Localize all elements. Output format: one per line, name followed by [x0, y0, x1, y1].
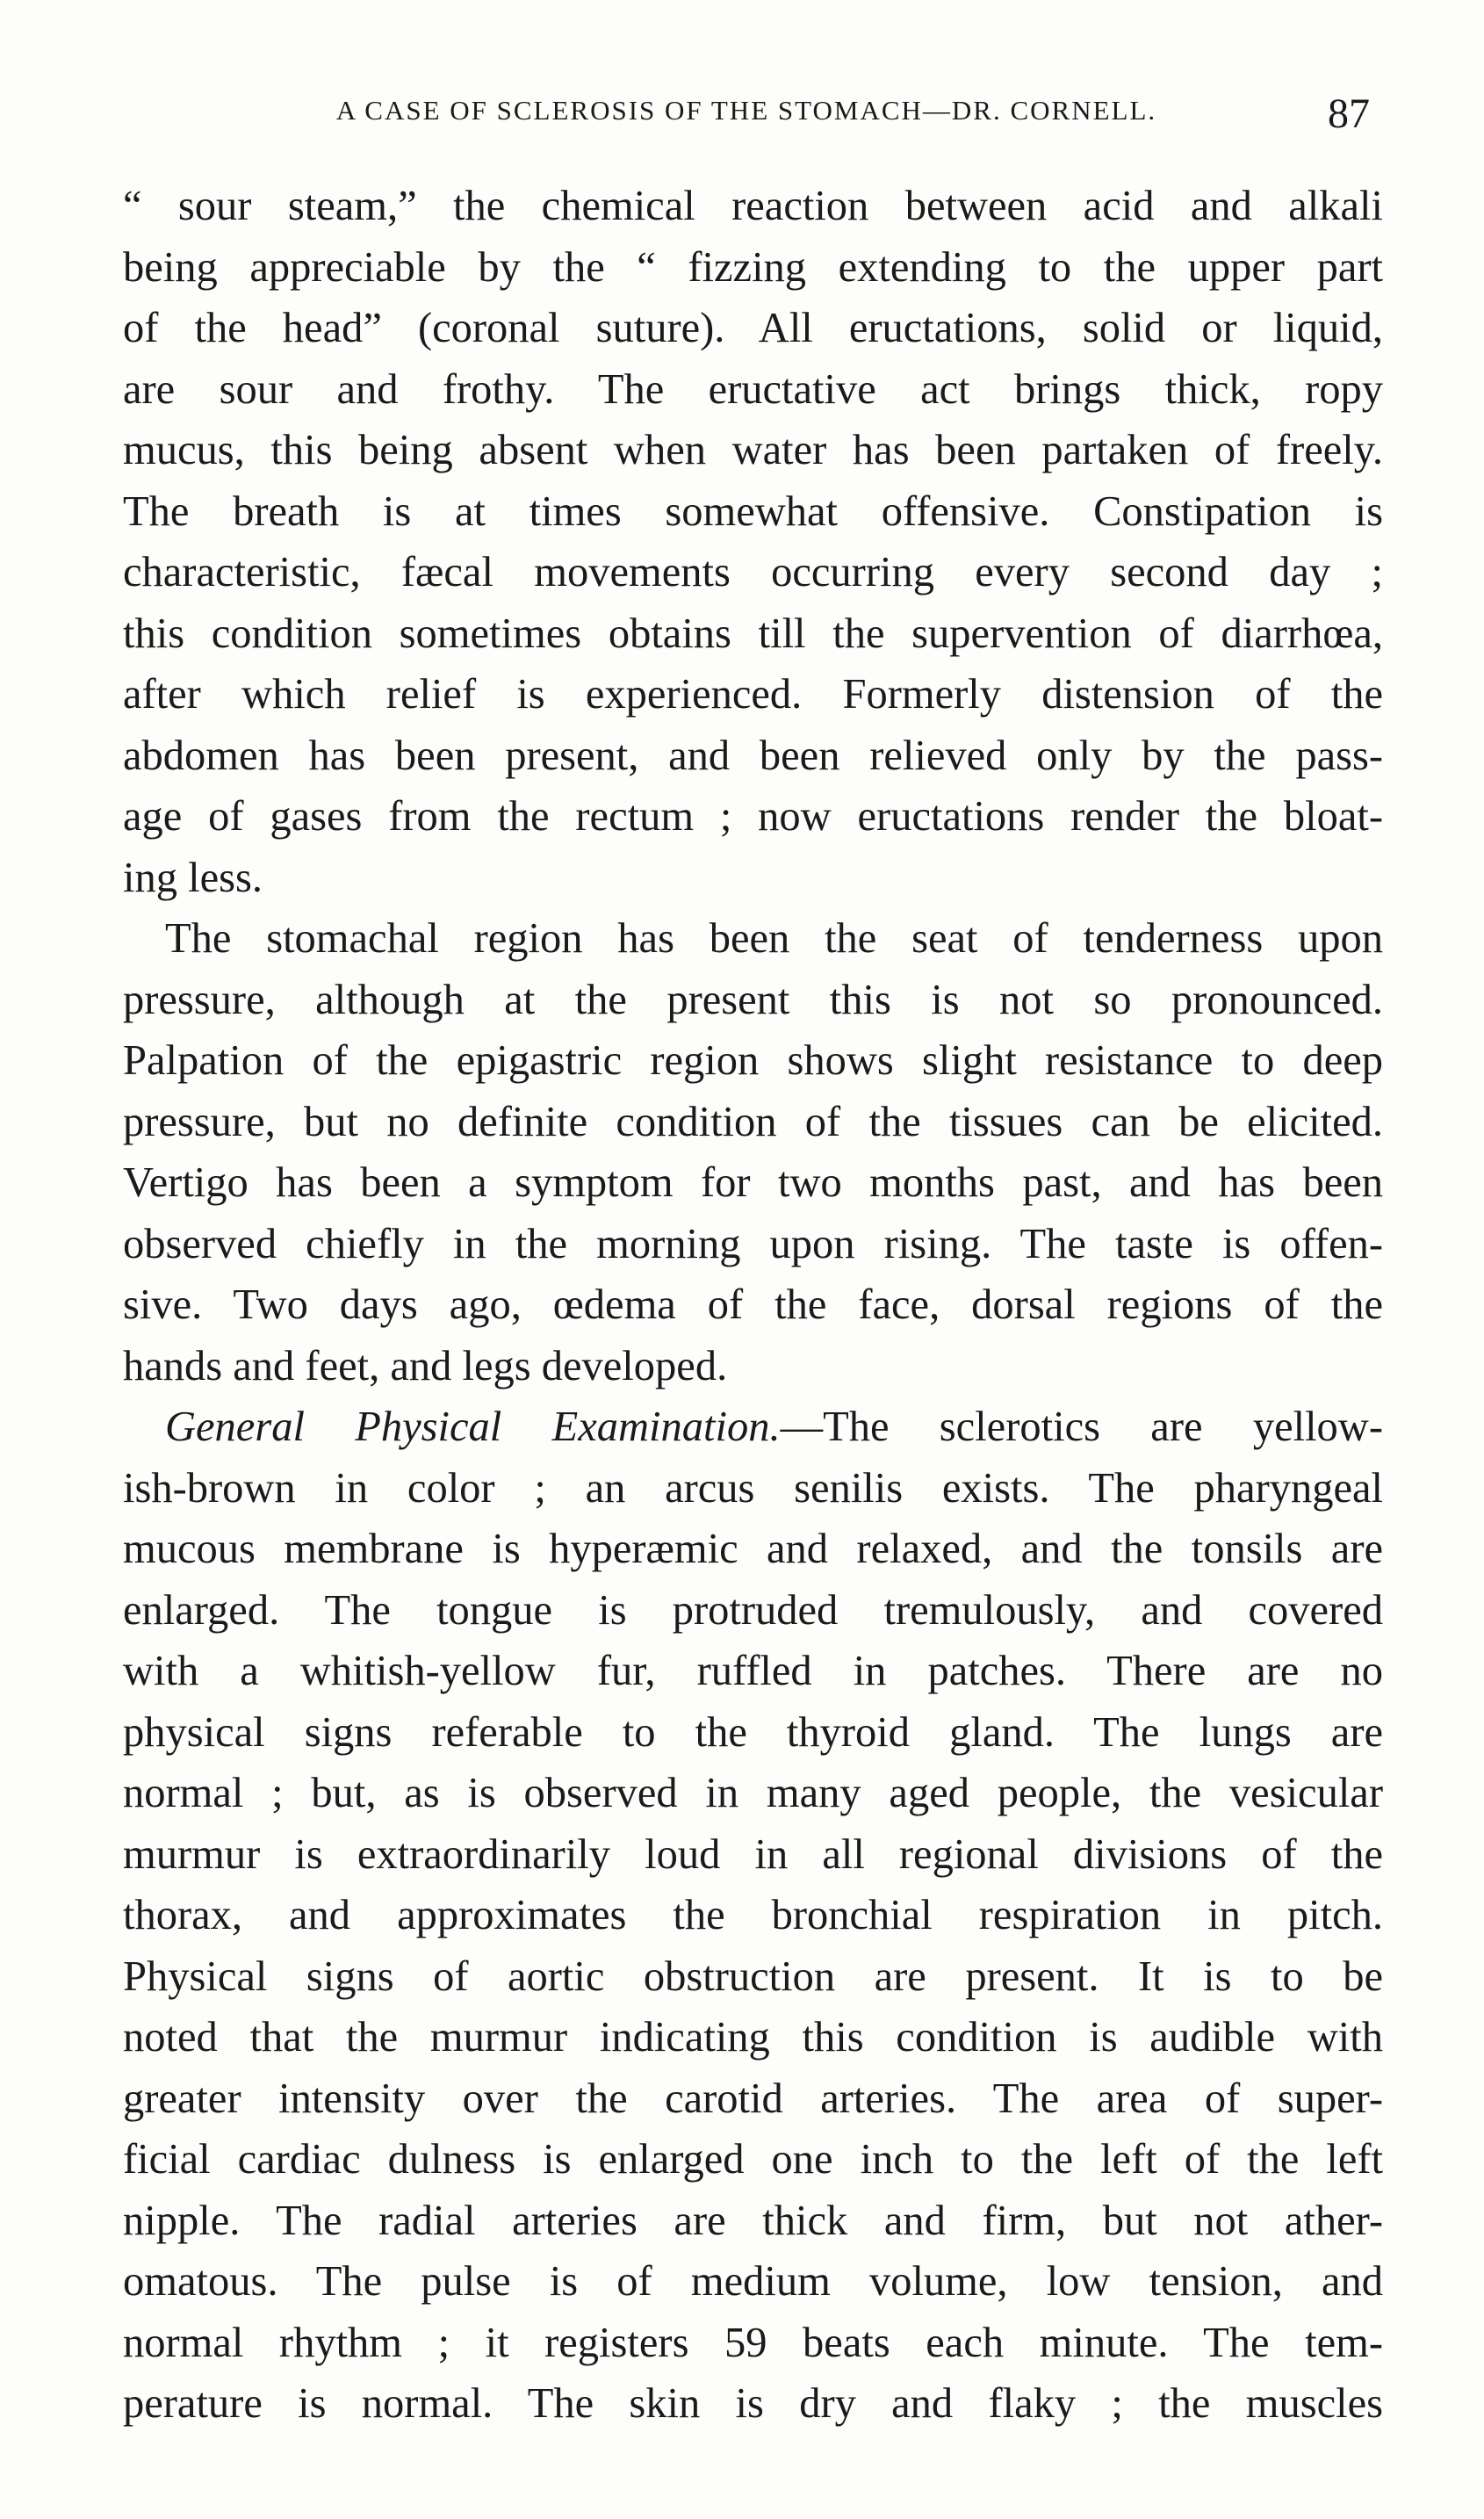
text-line: greater intensity over the carotid arteries. The area of super-: [123, 2075, 1383, 2122]
text-line: after which relief is experienced. Formerly distension of the: [123, 671, 1383, 718]
text-line: Physical signs of aortic obstruction are present. It is to be: [123, 1952, 1383, 2000]
text-line: normal ; but, as is observed in many aged people, the vesicular: [123, 1770, 1383, 1816]
text-line: mucus, this being absent when water has been partaken of freely.: [123, 427, 1383, 473]
text-line: thorax, and approximates the bronchial respiration in pitch.: [123, 1892, 1383, 1938]
body-text: [123, 176, 1383, 2435]
text-line: hands and feet, and legs developed.: [123, 1342, 728, 1389]
text-line: mucous membrane is hyperæmic and relaxed, and the tonsils are: [123, 1526, 1383, 1572]
text-line: noted that the murmur indicating this condition is audible with: [123, 2014, 1383, 2061]
text-line: normal rhythm ; it registers 59 beats each minute. The tem-: [123, 2319, 1383, 2366]
text-line: of the head” (coronal suture). All eructations, solid or liquid,: [123, 305, 1383, 351]
text-line: pressure, but no definite condition of the tissues can be elicited.: [123, 1098, 1383, 1145]
text-line: are sour and frothy. The eructative act brings thick, ropy: [123, 365, 1383, 413]
page-number: 87: [1328, 90, 1370, 137]
text-line: murmur is extraordinarily loud in all regional divisions of the: [123, 1830, 1383, 1878]
text-line: ficial cardiac dulness is enlarged one inch to the left of the left: [123, 2136, 1383, 2183]
text-line: [123, 1397, 1383, 1458]
text-line: characteristic, fæcal movements occurring every second day ;: [123, 549, 1383, 595]
text-line: ish-brown in color ; an arcus senilis exists. The pharyngeal: [123, 1464, 1383, 1512]
text-line: The stomachal region has been the seat of tenderness upon: [165, 915, 1383, 962]
text-line: sive. Two days ago, œdema of the face, dorsal regions of the: [123, 1281, 1383, 1328]
text-run: —The sclerotics are yellow-: [780, 1404, 1383, 1450]
text-line: perature is normal. The skin is dry and flaky ; the muscles: [123, 2380, 1383, 2427]
text-line: The breath is at times somewhat offensive. Constipation is: [123, 487, 1383, 535]
text-line: ing less.: [123, 854, 263, 901]
text-line: this condition sometimes obtains till the supervention of diarrhœa,: [123, 610, 1383, 657]
text-line: Vertigo has been a symptom for two months past, and has been: [123, 1159, 1383, 1206]
text-line: Palpation of the epigastric region shows slight resistance to deep: [123, 1037, 1383, 1084]
text-line: enlarged. The tongue is protruded tremulously, and covered: [123, 1586, 1383, 1634]
text-line: with a whitish-yellow fur, ruffled in patches. There are no: [123, 1648, 1383, 1694]
text-line: being appreciable by the “ fizzing extending to the upper part: [123, 243, 1383, 291]
text-line: omatous. The pulse is of medium volume, low tension, and: [123, 2258, 1383, 2305]
running-head: [123, 90, 1370, 148]
text-line: observed chiefly in the morning upon rising. The taste is offen-: [123, 1220, 1383, 1267]
text-line: pressure, although at the present this is not so pronounced.: [123, 976, 1383, 1023]
text-line: age of gases from the rectum ; now eructations render the bloat-: [123, 793, 1383, 840]
section-heading: General Physical Examination.: [165, 1404, 781, 1450]
text-line: abdomen has been present, and been relieved only by the pass-: [123, 732, 1383, 779]
text-line: “ sour steam,” the chemical reaction between acid and alkali: [123, 183, 1383, 229]
text-line: physical signs referable to the thyroid gland. The lungs are: [123, 1708, 1383, 1756]
text-line: nipple. The radial arteries are thick and firm, but not ather-: [123, 2197, 1383, 2244]
running-title: A CASE OF SCLEROSIS OF THE STOMACH—DR. CORNELL.: [335, 95, 1157, 126]
